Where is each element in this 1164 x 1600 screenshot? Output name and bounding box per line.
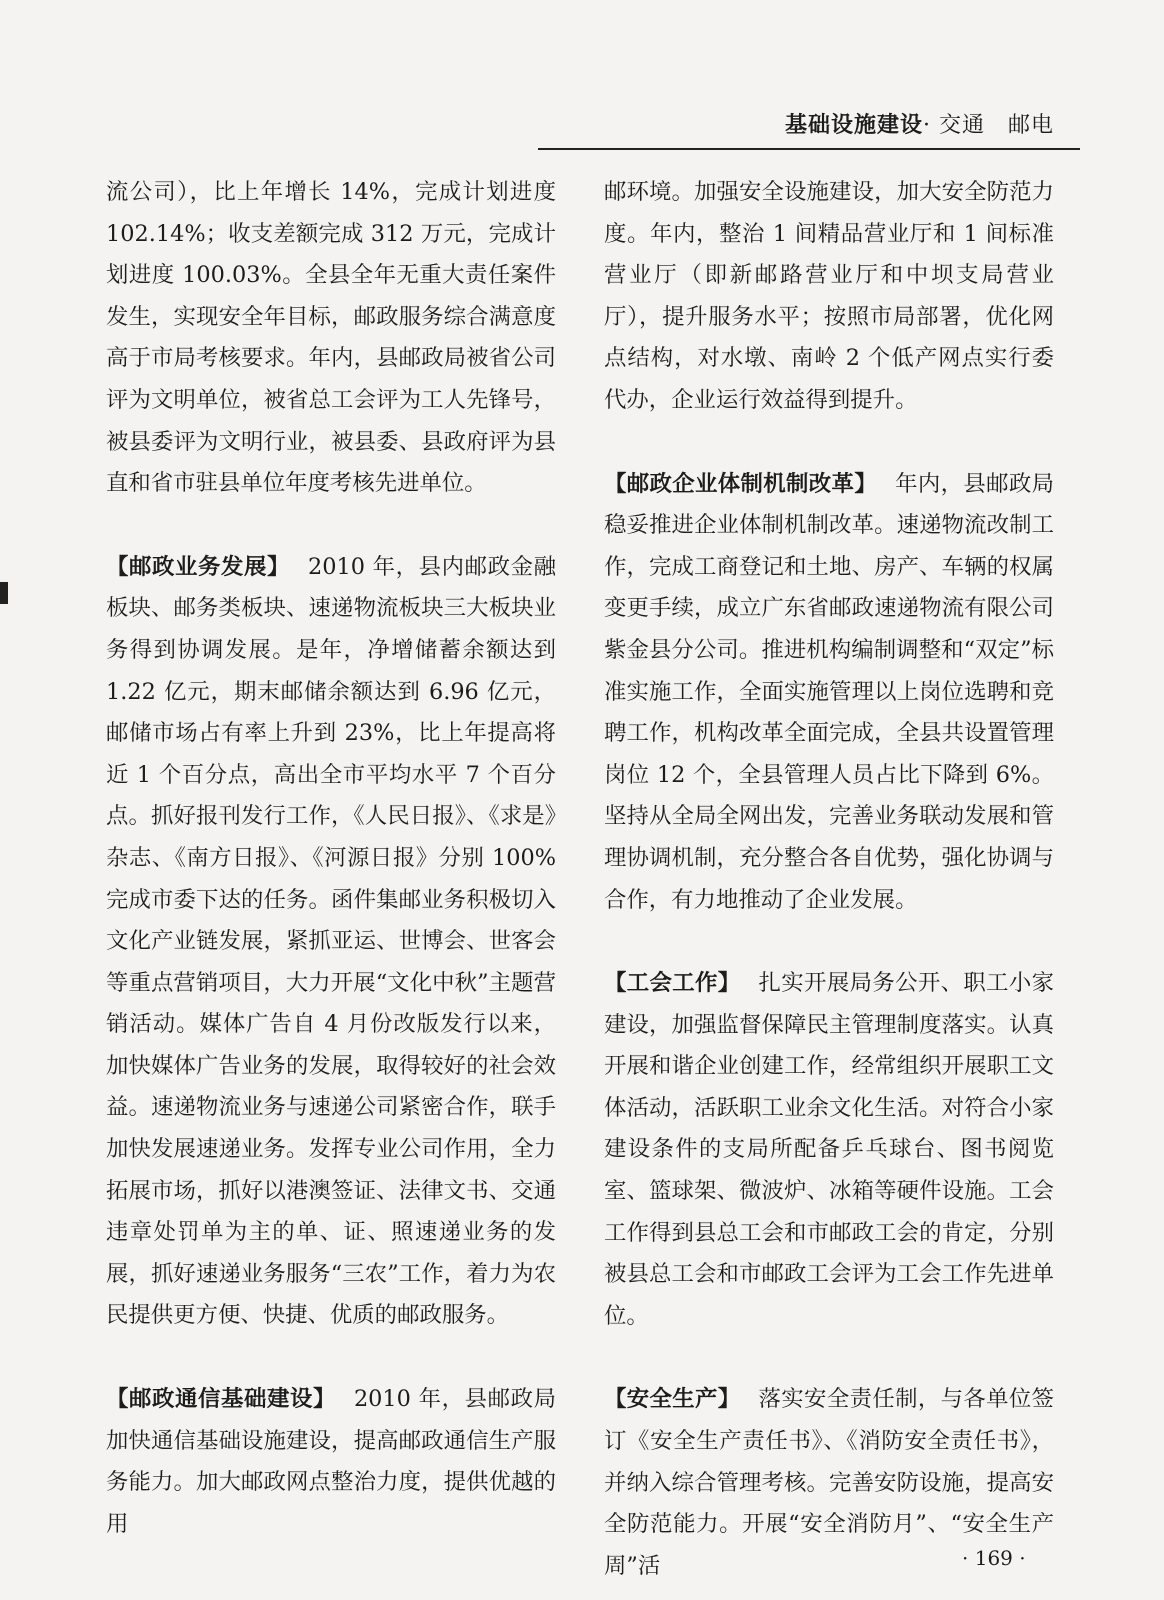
running-header [785, 108, 1054, 139]
section-body: 2010 年，县内邮政金融板块、邮务类板块、速递物流板块三大板块业务得到协调发展。是年，净增储蓄余额达到 1.22 亿元，期末邮储余额达到 6.96 亿元，邮储市场占有率上升到 23%，比上年提高将近 1 个百分点，高出全市平均水平 7 个百分点。抓好报刊发行工作，《人民日报》、《求是》杂志、《南方日报》、《河源日报》分别 100%完成市委下达的任务。函件集邮业务积极切入文化产业链发展，紧抓亚运、世博会、世客会等重点营销项目，大力开展“文化中秋”主题营销活动。媒体广告自 4 月份改版发行以来，加快媒体广告业务的发展，取得较好的社会效益。速递物流业务与速递公司紧密合作，联手加快发展速递业务。发挥专业公司作用，全力拓展市场，抓好以港澳签证、法律文书、交通违章处罚单为主的单、证、照速递业务的发展，抓好速递业务服务“三农”工作，着力为农民提供更方便、快捷、优质的邮政服务。 [106, 553, 556, 1329]
right-column [604, 172, 1054, 1587]
section-title: 【工会工作】 [604, 970, 741, 997]
right-intro-paragraph: 邮环境。加强安全设施建设，加大安全防范力度。年内，整治 1 间精品营业厅和 1 间标准营业厅（即新邮路营业厅和中坝支局营业厅），提升服务水平；按照市局部署，优化网点结构，对水墩、南岭 2 个低产网点实行委代办，企业运行效益得到提升。 [604, 179, 1054, 413]
section-body: 2010 年，县邮政局加快通信基础设施建设，提高邮政通信生产服务能力。加大邮政网点整治力度，提供优越的用 [106, 1386, 556, 1537]
section-union-work [604, 963, 1054, 1337]
header-subtitle: · 交通 邮电 [923, 113, 1054, 138]
section-title: 【邮政通信基础建设】 [106, 1386, 336, 1413]
header-title: 基础设施建设 [784, 113, 923, 138]
section-title: 【邮政业务发展】 [106, 553, 290, 580]
left-column [106, 172, 556, 1545]
edge-mark [0, 582, 8, 604]
section-title: 【邮政企业体制机制改革】 [604, 470, 878, 497]
section-title: 【安全生产】 [604, 1386, 741, 1413]
page-number: · 169 · [962, 1546, 1026, 1570]
header-rule [538, 148, 1080, 150]
left-intro-paragraph: 流公司），比上年增长 14%，完成计划进度 102.14%；收支差额完成 312 万元，完成计划进度 100.03%。全县全年无重大责任案件发生，实现安全年目标，邮政服务综合满意度高于市局考核要求。年内，县邮政局被省公司评为文明单位，被省总工会评为工人先锋号，被县委评为文明行业，被县委、县政府评为县直和省市驻县单位年度考核先进单位。 [106, 179, 556, 497]
section-body: 扎实开展局务公开、职工小家建设，加强监督保障民主管理制度落实。认真开展和谐企业创建工作，经常组织开展职工文体活动，活跃职工业余文化生活。对符合小家建设条件的支局所配备乒乓球台、图书阅览室、篮球架、微波炉、冰箱等硬件设施。工会工作得到县总工会和市邮政工会的肯定，分别被县总工会和市邮政工会评为工会工作先进单位。 [604, 970, 1055, 1329]
section-body: 落实安全责任制，与各单位签订《安全生产责任书》、《消防安全责任书》，并纳入综合管理考核。完善安防设施，提高安全防范能力。开展“安全消防月”、“安全生产周”活 [604, 1386, 1055, 1579]
section-postal-infrastructure [106, 1379, 556, 1545]
section-body: 年内，县邮政局稳妥推进企业体制机制改革。速递物流改制工作，完成工商登记和土地、房产、车辆的权属变更手续，成立广东省邮政速递物流有限公司紫金县分公司。推进机构编制调整和“双定”标准实施工作，全面实施管理以上岗位选聘和竞聘工作，机构改革全面完成，全县共设置管理岗位 12 个，全县管理人员占比下降到 6%。坚持从全局全网出发，完善业务联动发展和管理协调机制，充分整合各自优势，强化协调与合作，有力地推动了企业发展。 [604, 470, 1055, 913]
section-system-reform [604, 464, 1054, 922]
section-postal-business [106, 547, 556, 1337]
